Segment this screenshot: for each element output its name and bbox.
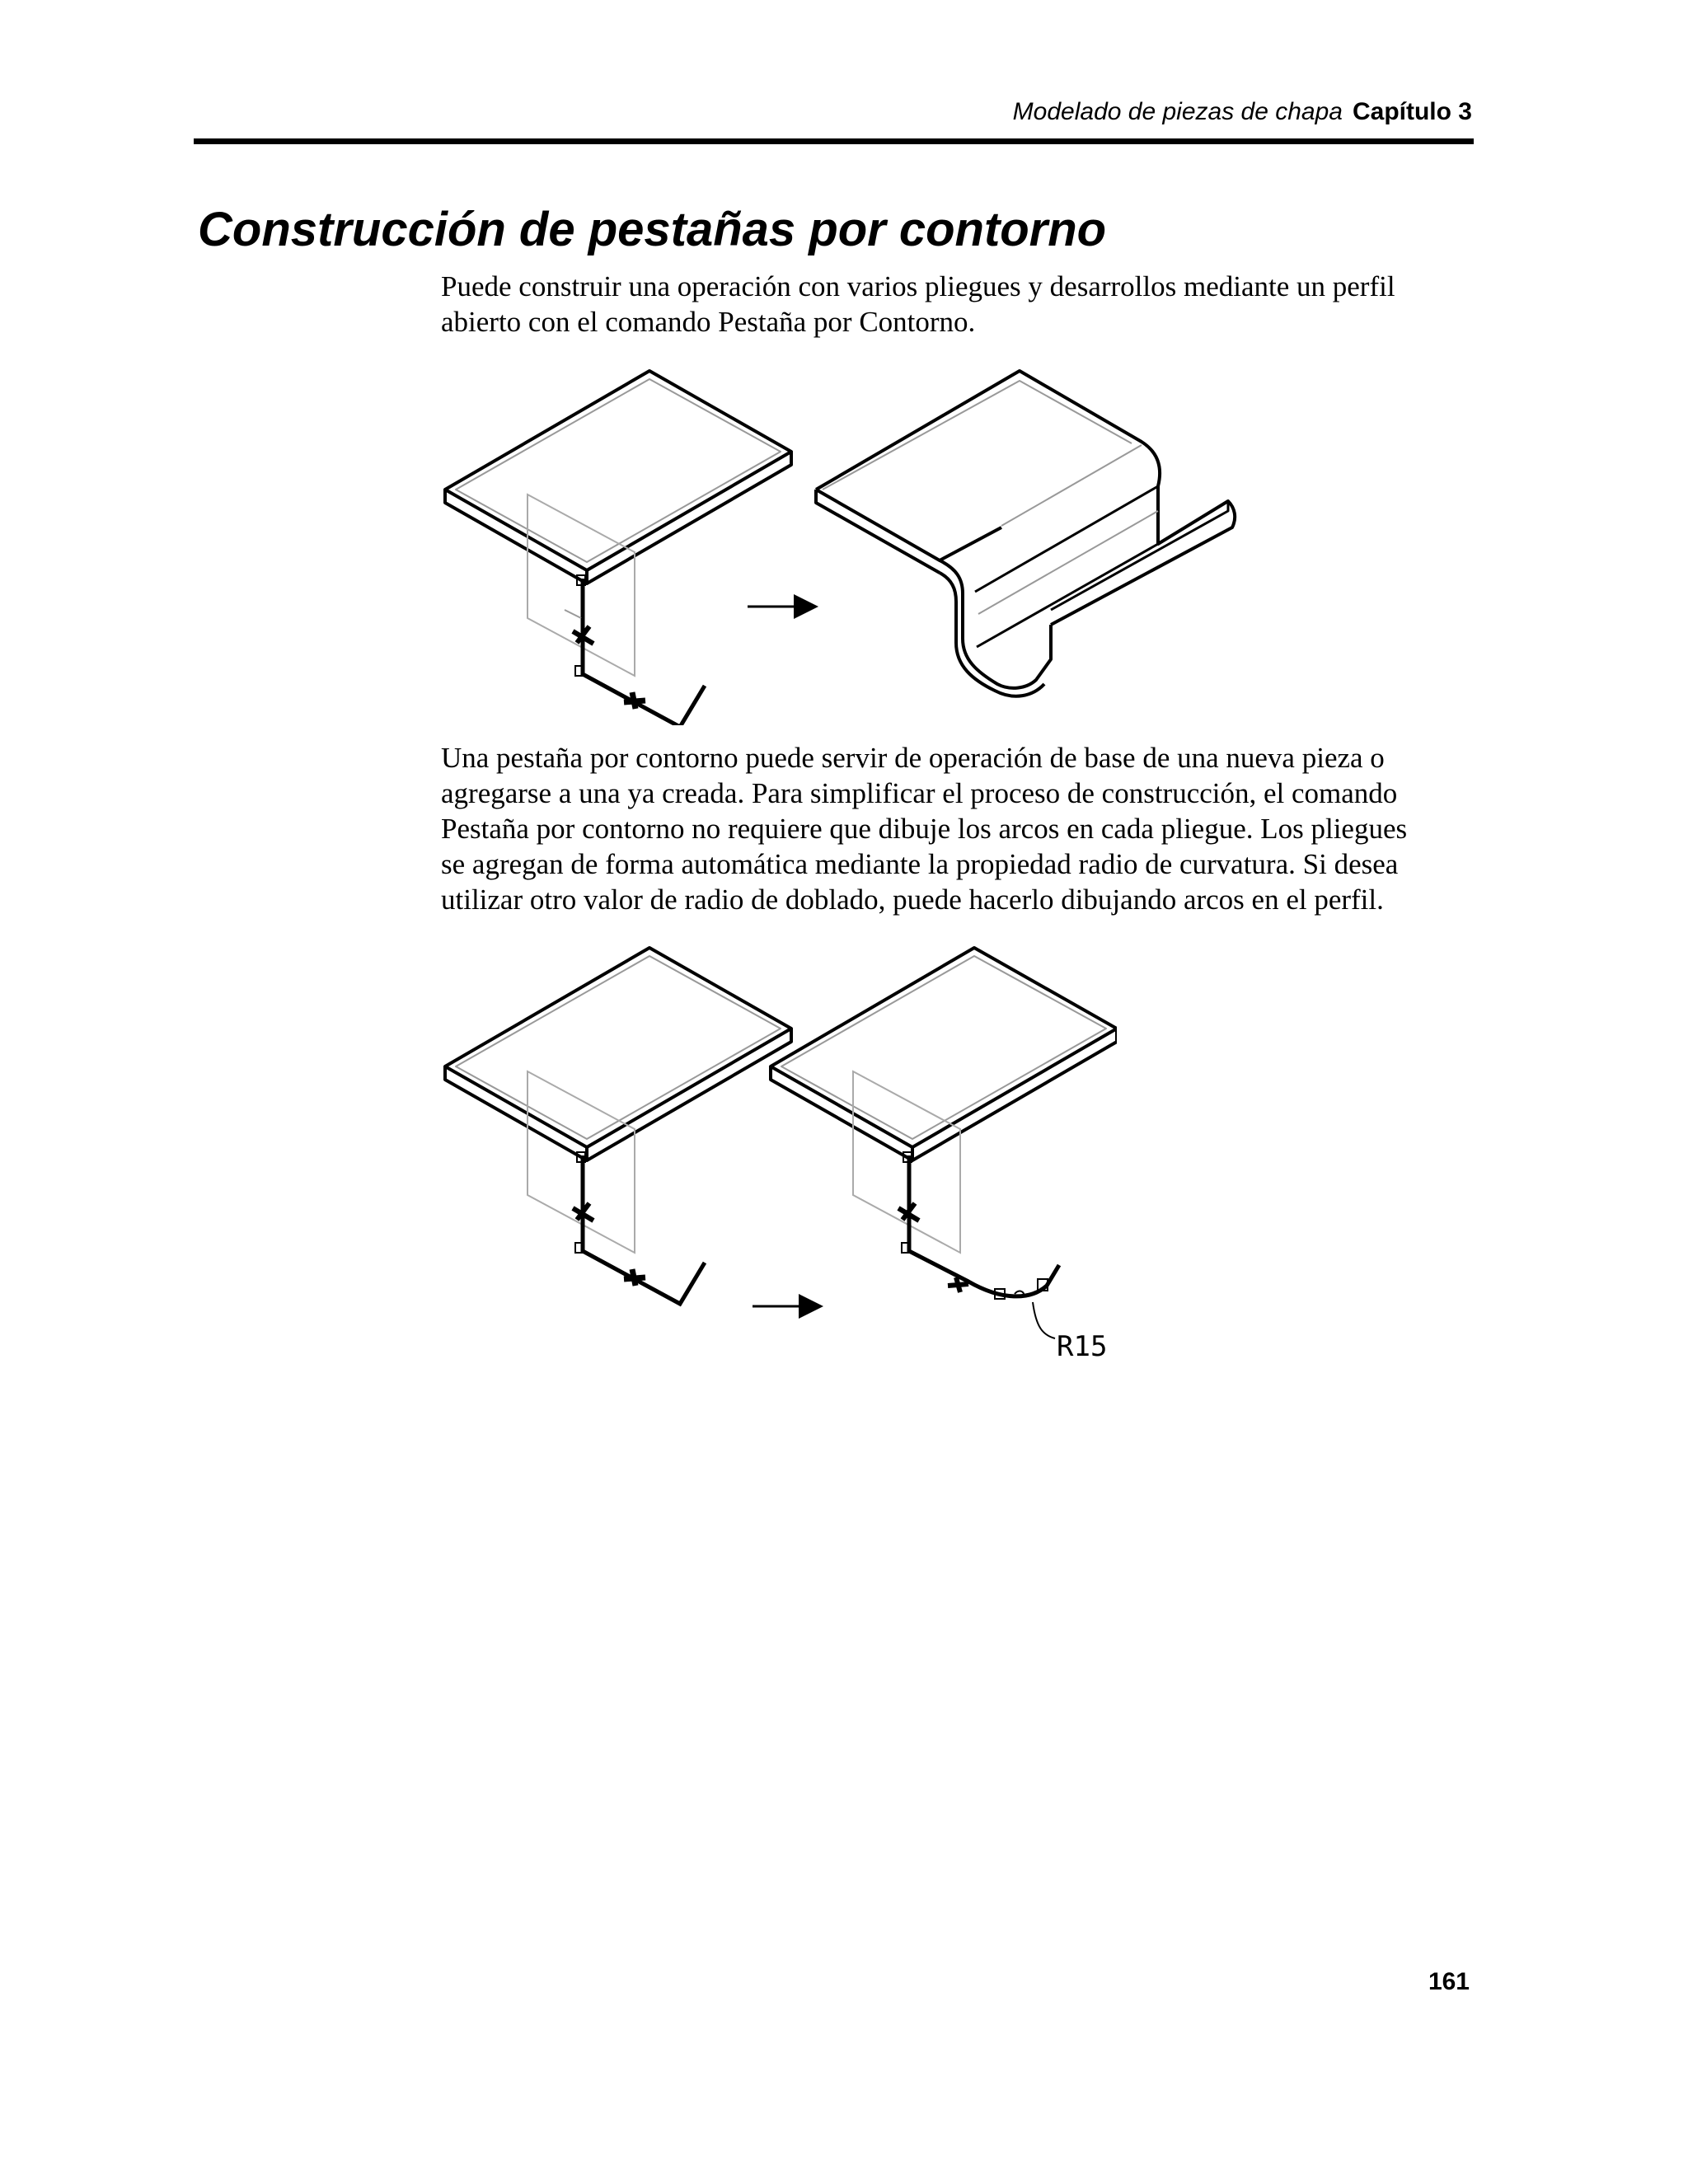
figure-bend-radius-arc — [441, 940, 1117, 1368]
profile-sketch — [573, 1152, 705, 1304]
body-line: se agregan de forma automática mediante la propiedad radio de curvatura. Si desea — [441, 848, 1399, 880]
body-line: utilizar otro valor de radio de doblado, puede hacerlo dibujando arcos en el perfil. — [441, 883, 1384, 916]
running-header — [1013, 98, 1472, 126]
intro-paragraph — [441, 269, 1471, 340]
profile-sketch-with-arc — [898, 1152, 1059, 1338]
header-section-title: Modelado de piezas de chapa — [1012, 98, 1343, 125]
contour-flange-result-drawing — [816, 371, 1235, 696]
intro-line: Puede construir una operación con varios pliegues y desarrollos mediante un perfil — [441, 270, 1395, 302]
header-divider — [194, 138, 1474, 144]
body-line: Una pestaña por contorno puede servir de operación de base de una nueva pieza o — [441, 742, 1385, 774]
body-line: agregarse a una ya creada. Para simplificar el proceso de construcción, el comando — [441, 777, 1398, 809]
intro-line: abierto con el comando Pestaña por Contorno. — [441, 306, 976, 338]
header-chapter: Capítulo 3 — [1352, 98, 1472, 125]
base-plate-with-arc-drawing — [771, 948, 1117, 1160]
page-title: Construcción de pestañas por contorno — [198, 203, 1107, 256]
body-line: Pestaña por contorno no requiere que dibuje los arcos en cada pliegue. Los pliegues — [441, 813, 1408, 845]
figure-contour-flange-construction — [441, 363, 1273, 725]
dimension-label-r15: R15 — [1057, 1330, 1108, 1363]
base-plate-drawing — [445, 948, 791, 1160]
body-paragraph — [441, 740, 1471, 917]
page-number: 161 — [1428, 1968, 1470, 1995]
base-plate-drawing — [445, 371, 791, 583]
